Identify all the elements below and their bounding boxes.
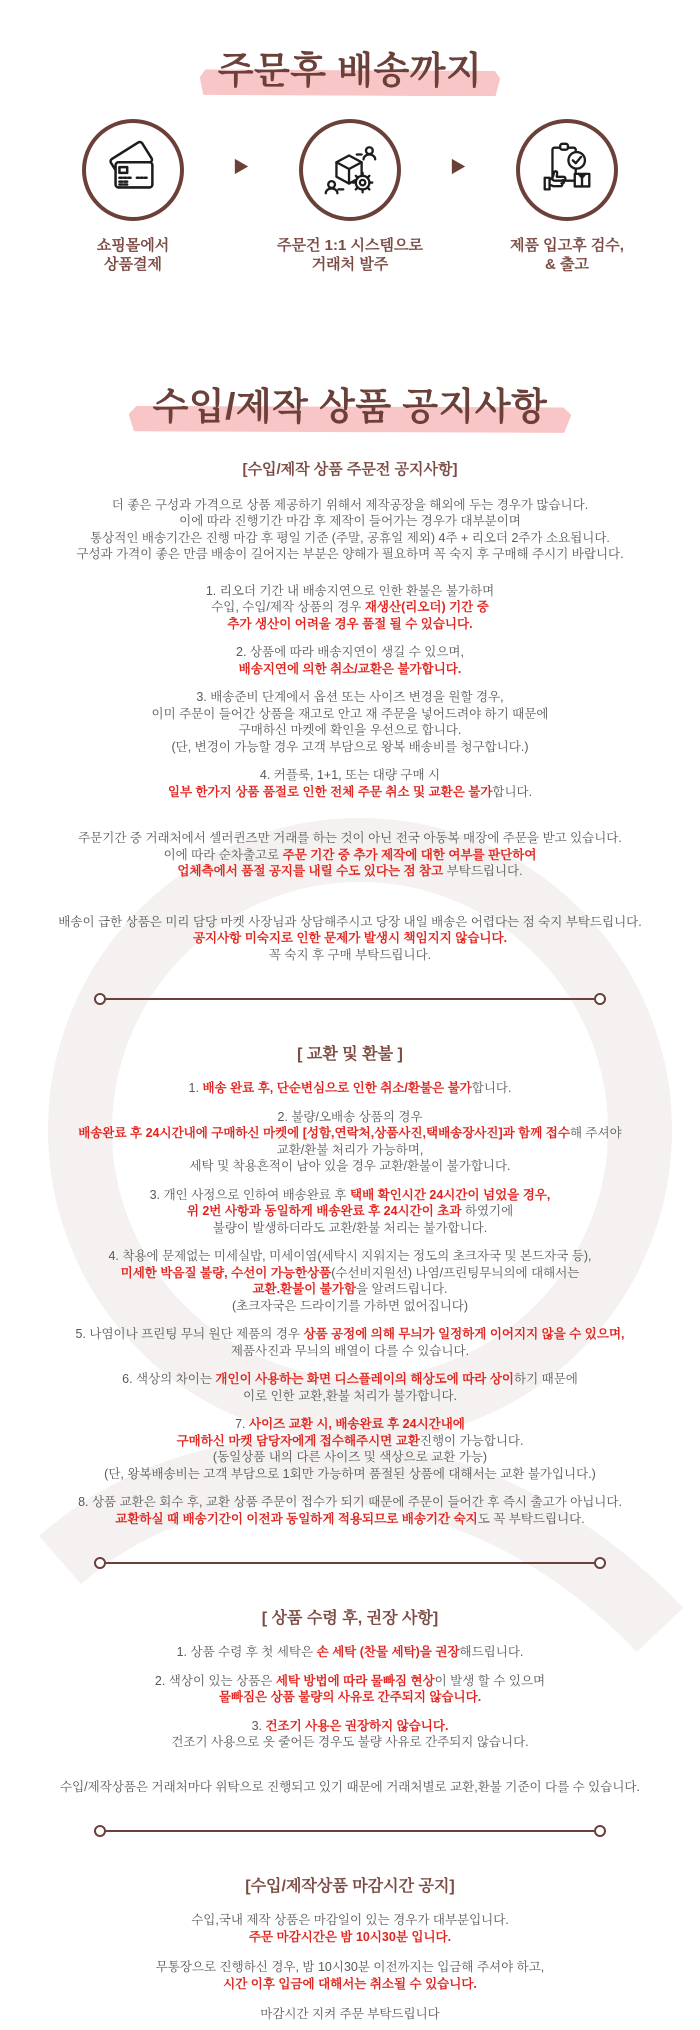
- notice-title: [0, 386, 700, 427]
- section-divider: [94, 1825, 606, 1837]
- arrow-right-icon: [449, 157, 468, 176]
- notice-line: 1. 리오더 기간 내 배송지연으로 인한 환불은 불가하며: [205, 583, 495, 598]
- notice-block: [0, 1109, 700, 1175]
- notice-block: [0, 1187, 700, 1237]
- notice-section: [0, 1605, 700, 1795]
- notice-line: 업체측에서 품절 공지를 내릴 수도 있다는 점 참고 부탁드립니다.: [177, 864, 523, 879]
- notice-section: [0, 1041, 700, 1527]
- notice-line: 2. 상품에 따라 배송지연이 생길 수 있으며,: [236, 645, 464, 660]
- notice-line: 물빠짐은 상품 불량의 사유로 간주되지 않습니다.: [218, 1690, 482, 1705]
- notice-block: [0, 914, 700, 964]
- notice-block: [0, 1248, 700, 1314]
- process-steps: [0, 119, 700, 274]
- notice-line: 교환/환불 처리가 가능하며,: [276, 1142, 424, 1157]
- notice-line: 수입/제작상품은 거래처마다 위탁으로 진행되고 있기 때문에 거래처별로 교환,환불 기준이 다를 수 있습니다.: [60, 1779, 640, 1794]
- notice-line: 불량이 발생하더라도 교환/환불 처리는 불가합니다.: [212, 1220, 488, 1235]
- notice-line: 배송지연에 의한 취소/교환은 불가합니다.: [238, 661, 462, 676]
- notice-block: [0, 1080, 700, 1097]
- notice-block: [0, 1416, 700, 1482]
- notice-block: [0, 1779, 700, 1796]
- notice-line: 꼭 숙지 후 구매 부탁드립니다.: [268, 947, 432, 962]
- section-heading: [ 상품 수령 후, 권장 사항]: [261, 1610, 439, 1628]
- notice-line: (동일상품 내의 다른 사이즈 및 색상으로 교환 가능): [212, 1450, 488, 1465]
- notice-line: 이로 인한 교환,환불 처리가 불가합니다.: [242, 1388, 458, 1403]
- notice-block: [0, 1959, 700, 1992]
- notice-line: (초크자국은 드라이기를 가하면 없어집니다): [231, 1298, 469, 1313]
- notice-line: 위 2번 사항과 동일하게 배송완료 후 24시간이 초과 하였기에: [186, 1204, 514, 1219]
- notice-line: 마감시간 지켜 주문 부탁드립니다: [260, 2007, 440, 2022]
- notice-line: 시간 이후 입금에 대해서는 취소될 수 있습니다.: [223, 1976, 477, 1991]
- notice-line: 공지사항 미숙지로 인한 문제가 발생시 책임지지 않습니다.: [192, 931, 508, 946]
- process-step-label: 제품 입고후 검수, & 출고: [510, 237, 624, 274]
- notice-line: 3. 건조기 사용은 권장하지 않습니다.: [251, 1718, 449, 1733]
- arrow-right-icon: [232, 157, 251, 176]
- order-system-icon: [299, 119, 401, 221]
- process-title: [0, 0, 700, 91]
- section-heading: [ 교환 및 환불 ]: [297, 1046, 403, 1064]
- notice-block: [0, 767, 700, 800]
- notice-line: 구성과 가격이 좋은 만큼 배송이 길어지는 부분은 양해가 필요하며 꼭 숙지 후 구매해 주시기 바랍니다.: [76, 547, 624, 562]
- notice-line: 수입,국내 제작 상품은 마감일이 있는 경우가 대부분입니다.: [191, 1913, 509, 1928]
- notice-line: 교환하실 때 배송기간이 이전과 동일하게 적용되므로 배송기간 숙지도 꼭 부탁드립니다.: [115, 1511, 585, 1526]
- section-divider: [94, 1557, 606, 1569]
- notice-line: (단, 변경이 가능할 경우 고객 부담으로 왕복 배송비를 청구합니다.): [171, 739, 529, 754]
- notice-line: 무통장으로 진행하신 경우, 밤 10시30분 이전까지는 입금해 주셔야 하고,: [155, 1960, 545, 1975]
- notice-line: 8. 상품 교환은 회수 후, 교환 상품 주문이 접수가 되기 때문에 주문이 들어간 후 즉시 출고가 아닙니다.: [78, 1495, 622, 1510]
- notice-line: 추가 생산이 어려울 경우 품절 될 수 있습니다.: [227, 616, 473, 631]
- section-heading: [수입/제작 상품 주문전 공지사항]: [242, 460, 458, 478]
- notice-line: 이에 따라 순차출고로 주문 기간 중 추가 제작에 대한 여부를 판단하여: [163, 847, 537, 862]
- notice-line: 3. 개인 사정으로 인하여 배송완료 후 택배 확인시간 24시간이 넘었을 경우,: [149, 1187, 551, 1202]
- notice-line: 미세한 박음질 불량, 수선이 가능한상품(수선비지원선) 나염/프린팅무늬의에 대해서는: [120, 1265, 580, 1280]
- notice-line: (단, 왕복배송비는 고객 부담으로 1회만 가능하며 품절된 상품에 대해서는 교환 불가입니다.): [104, 1466, 596, 1481]
- notice-line: 5. 나염이나 프린팅 무늬 원단 제품의 경우 상품 공정에 의해 무늬가 일정하게 이어지지 않을 수 있으며,: [75, 1327, 625, 1342]
- notice-section: [0, 458, 700, 964]
- notice-line: 1. 배송 완료 후, 단순변심으로 인한 취소/환불은 불가합니다.: [188, 1081, 512, 1096]
- notice-block: [0, 689, 700, 755]
- notice-block: [0, 497, 700, 563]
- notice-block: [0, 1644, 700, 1661]
- process-title-text: 주문후 배송까지: [217, 50, 483, 91]
- notice-line: 일부 한가지 상품 품절로 인한 전체 주문 취소 및 교환은 불가합니다.: [167, 784, 533, 799]
- notice-line: 더 좋은 구성과 가격으로 상품 제공하기 위해서 제작공장을 해외에 두는 경우가 많습니다.: [111, 497, 589, 512]
- process-step: [261, 119, 439, 274]
- notice-line: 건조기 사용으로 옷 줄어든 경우도 불량 사유로 간주되지 않습니다.: [171, 1735, 529, 1750]
- notice-sections: [0, 458, 700, 2023]
- notice-line: 2. 색상이 있는 상품은 세탁 방법에 따라 물빠짐 현상이 발생 할 수 있으며: [154, 1673, 546, 1688]
- process-step-label: 주문건 1:1 시스템으로 거래처 발주: [277, 237, 423, 274]
- notice-block: [0, 1494, 700, 1527]
- notice-line: 교환.환불이 불가함을 알려드립니다.: [252, 1282, 448, 1297]
- notice-line: 4. 착용에 문제없는 미세실밥, 미세이염(세탁시 지워지는 정도의 초크자국 및 본드자국 등),: [108, 1249, 592, 1264]
- notice-line: 주문기간 중 거래처에서 셀러퀸즈만 거래를 하는 것이 아닌 전국 아동복 매장에 주문을 받고 있습니다.: [78, 831, 622, 846]
- section-divider: [94, 993, 606, 1005]
- notice-block: [0, 583, 700, 633]
- notice-line: 이에 따라 진행기간 마감 후 제작이 들어가는 경우가 대부분이며: [179, 514, 521, 529]
- process-step-label: 쇼핑몰에서 상품결제: [96, 237, 170, 274]
- notice-line: 통상적인 배송기간은 진행 마감 후 평일 기준 (주말, 공휴일 제외) 4주 + 리오더 2주가 소요됩니다.: [90, 530, 610, 545]
- notice-block: [0, 2006, 700, 2023]
- process-step: [478, 119, 656, 274]
- notice-line: 배송완료 후 24시간내에 구매하신 마켓에 [성함,연락처,상품사진,택배송장사진]과 함께 접수해 주셔야: [78, 1126, 622, 1141]
- notice-line: 구매하신 마켓에 확인을 우선으로 합니다.: [238, 723, 462, 738]
- section-heading: [수입/제작상품 마감시간 공지]: [245, 1878, 455, 1896]
- notice-line: 2. 불량/오배송 상품의 경우: [277, 1109, 423, 1124]
- notice-line: 1. 상품 수령 후 첫 세탁은 손 세탁 (찬물 세탁)을 권장해드립니다.: [176, 1645, 524, 1660]
- notice-line: 수입, 수입/제작 상품의 경우 재생산(리오더) 기간 중: [211, 600, 489, 615]
- notice-line: 제품사진과 무늬의 배열이 다를 수 있습니다.: [230, 1343, 470, 1358]
- notice-line: 배송이 급한 상품은 미리 담당 마켓 사장님과 상담해주시고 당장 내일 배송은 어렵다는 점 숙지 부탁드립니다.: [58, 914, 642, 929]
- notice-line: 이미 주문이 들어간 상품을 재고로 안고 재 주문을 넣어드려야 하기 때문에: [151, 706, 549, 721]
- notice-line: 7. 사이즈 교환 시, 배송완료 후 24시간내에: [235, 1417, 465, 1432]
- notice-section: [0, 1873, 700, 2023]
- notice-line: 세탁 및 착용흔적이 남아 있을 경우 교환/환불이 불가합니다.: [189, 1159, 511, 1174]
- notice-line: 주문 마감시간은 밤 10시30분 입니다.: [248, 1929, 452, 1944]
- notice-line: 구매하신 마켓 담당자에게 접수해주시면 교환진행이 가능합니다.: [176, 1433, 524, 1448]
- notice-block: [0, 1326, 700, 1359]
- notice-line: 3. 배송준비 단계에서 옵션 또는 사이즈 변경을 원할 경우,: [196, 690, 504, 705]
- notice-block: [0, 1371, 700, 1404]
- process-step: [44, 119, 222, 274]
- notice-block: [0, 1912, 700, 1945]
- notice-block: [0, 644, 700, 677]
- notice-block: [0, 830, 700, 880]
- credit-card-icon: [82, 119, 184, 221]
- notice-block: [0, 1718, 700, 1751]
- notice-line: 4. 커플룩, 1+1, 또는 대량 구매 시: [259, 768, 441, 783]
- notice-title-text: 수입/제작 상품 공지사항: [152, 386, 548, 428]
- inspection-shipping-icon: [516, 119, 618, 221]
- notice-block: [0, 1673, 700, 1706]
- notice-line: 6. 색상의 차이는 개인이 사용하는 화면 디스플레이의 해상도에 따라 상이하기 때문에: [122, 1372, 578, 1387]
